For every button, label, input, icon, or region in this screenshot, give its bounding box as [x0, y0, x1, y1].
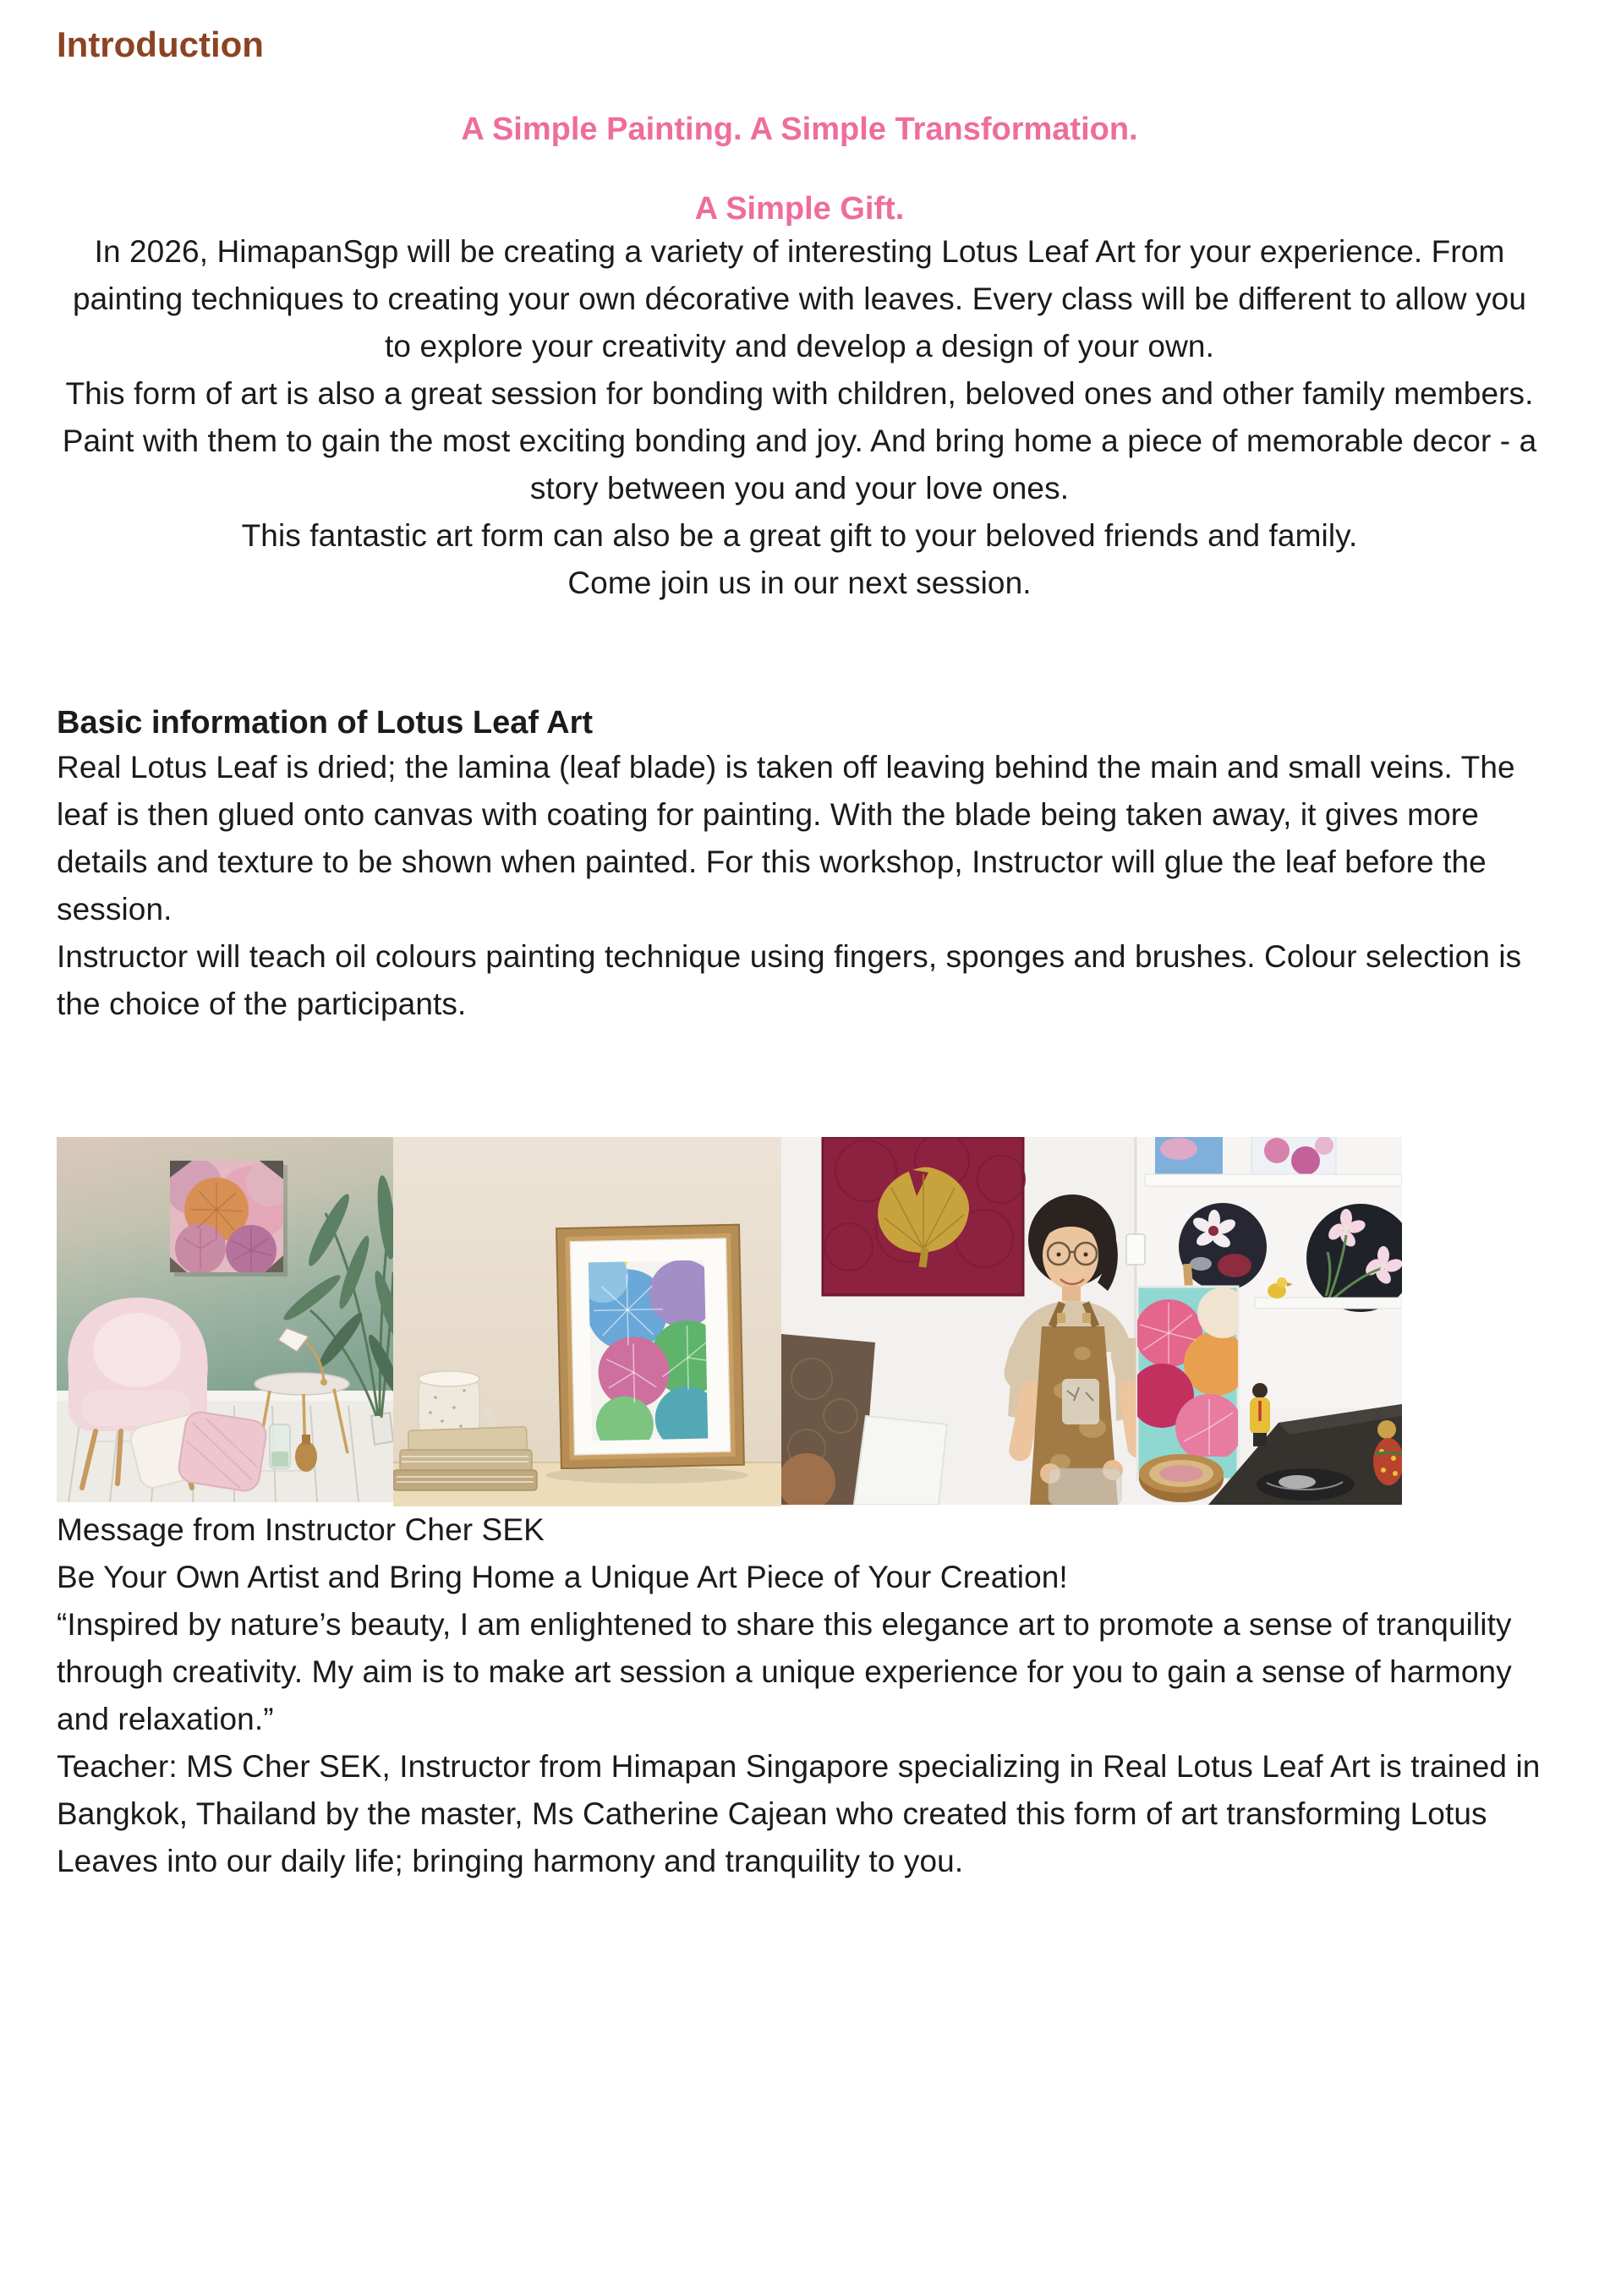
basic-info-paragraph-1: Real Lotus Leaf is dried; the lamina (leaf blade) is taken off leaving behind the main and small veins. The leaf is then glued onto canvas with coating for painting. With the blade being taken away, it gives more details and texture to be shown when painted. For this workshop, Instructor will glue the leaf before the session. [57, 750, 1515, 927]
wall-intercom [1126, 1234, 1145, 1265]
wooden-bowl [1139, 1454, 1224, 1502]
teacher-bio: Teacher: MS Cher SEK, Instructor from Himapan Singapore specializing in Real Lotus Leaf Art is trained in Bangkok, Thailand by the master, Ms Catherine Cajean who created this form of art transforming Lotus Leaves into our daily life; bringing harmony and tranquility to you. [57, 1749, 1541, 1878]
maroon-gold-leaf-canvas [823, 1137, 1025, 1295]
gallery-photo-framed-print [393, 1137, 781, 1506]
book-stack [393, 1427, 537, 1490]
lotus-leaf-wall-canvas [165, 1157, 293, 1276]
wooden-picture-frame [556, 1225, 744, 1468]
intro-heading: Introduction [57, 25, 264, 64]
lotus-leaf-print [578, 1249, 727, 1455]
intro-paragraph-2: This form of art is also a great session for bonding with children, beloved ones and other family members. Paint with them to gain the most exciting bonding and joy. And bring home a piece of memorable decor - a story between you and your love ones. [62, 376, 1537, 506]
intro-paragraph-4: Come join us in our next session. [567, 566, 1032, 600]
tagline-line-2: A Simple Gift. [694, 191, 905, 227]
intro-paragraph-3: This fantastic art form can also be a great gift to your beloved friends and family. [241, 518, 1358, 553]
easel-painting [1130, 1264, 1248, 1479]
framed-print-photo-illustration [393, 1137, 781, 1506]
message-slogan-line: Be Your Own Artist and Bring Home a Unique Art Piece of Your Creation! [57, 1560, 1068, 1594]
gallery-photo-instructor-studio [781, 1137, 1402, 1505]
tagline-line-1: A Simple Painting. A Simple Transformation. [461, 112, 1138, 147]
upper-shelf [1145, 1174, 1402, 1186]
lower-shelf [1255, 1298, 1402, 1309]
gallery-photo-living-room [57, 1137, 393, 1502]
message-heading-line: Message from Instructor Cher SEK [57, 1512, 545, 1547]
intro-paragraph-1: In 2026, HimapanSgp will be creating a variety of interesting Lotus Leaf Art for your experience. From painting techniques to creating your own décorative with leaves. Every class will be different to allow you to explore your creativity and develop a design of your own. [72, 234, 1527, 364]
instructor-quote: “Inspired by nature’s beauty, I am enlightened to share this elegance art to promote a sense of tranquility through creativity. My aim is to make art session a unique experience for you to gain a sense of harmony and relaxation.” [57, 1607, 1512, 1736]
glass-jar [270, 1424, 290, 1468]
dark-round-tray [1257, 1468, 1355, 1501]
basic-info-paragraph-2: Instructor will teach oil colours painting technique using fingers, sponges and brushes. Colour selection is the choice of the participants. [57, 939, 1522, 1021]
photo-gallery [57, 1137, 1542, 1506]
instructor-studio-photo-illustration [781, 1137, 1402, 1505]
clear-bag [1049, 1468, 1121, 1505]
basic-info-heading: Basic information of Lotus Leaf Art [57, 705, 594, 741]
living-room-photo-illustration [57, 1137, 393, 1502]
